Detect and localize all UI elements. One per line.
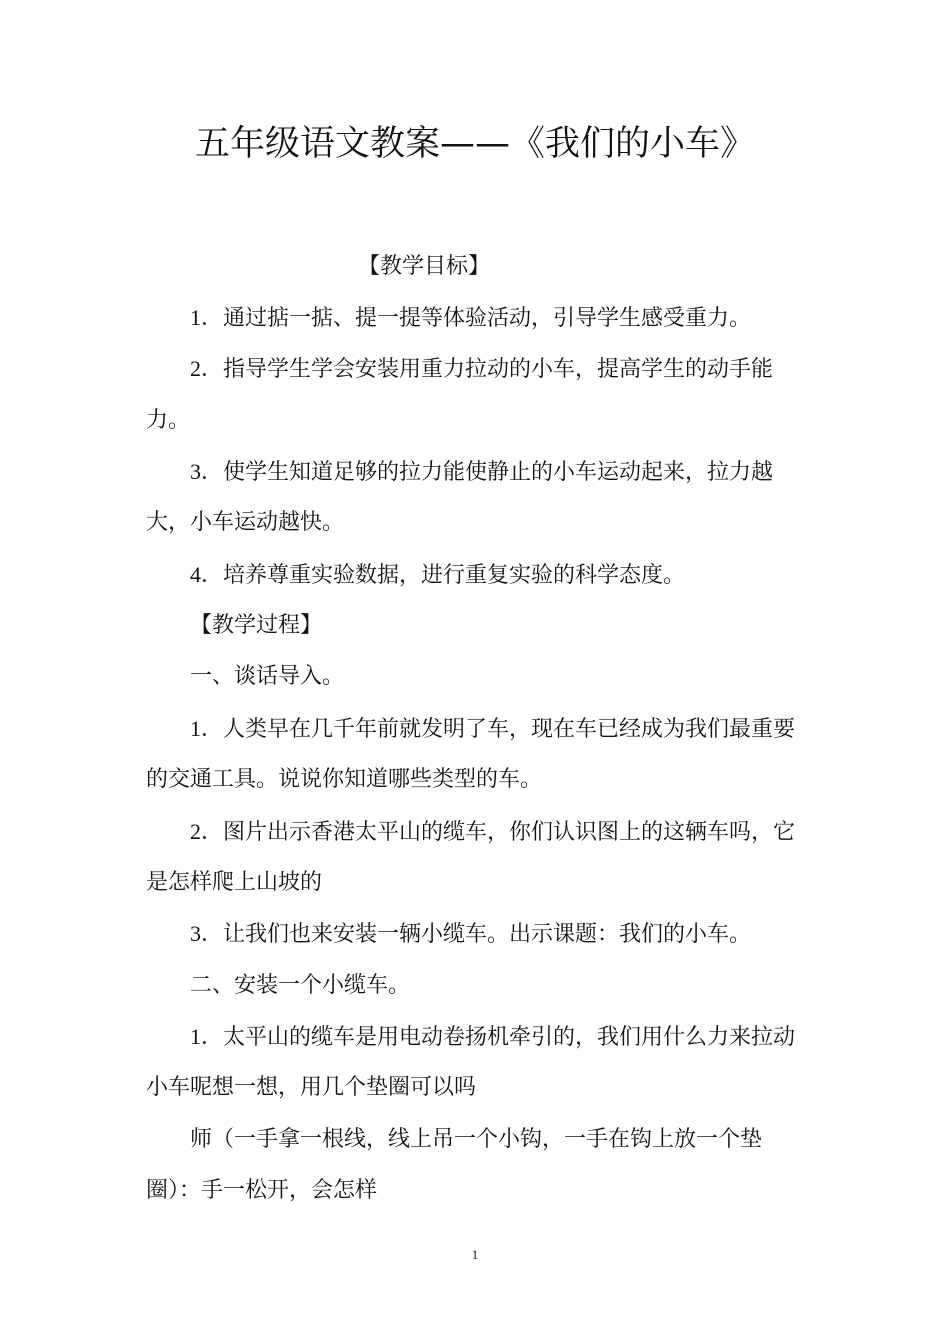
section-heading-teaching-process: 【教学过程】 xyxy=(190,613,323,638)
paragraph-line: 圈）：手一松开，会怎样 xyxy=(146,1178,378,1203)
paragraph-line xyxy=(190,457,773,488)
paragraph-line xyxy=(190,303,751,334)
paragraph-line xyxy=(190,1022,795,1053)
list-number: 2． xyxy=(190,819,224,844)
list-number: 3． xyxy=(190,921,224,946)
line-text: 指导学生学会安装用重力拉动的小车，提高学生的动手能 xyxy=(223,357,774,382)
document-title: 五年级语文教案——《我们的小车》 xyxy=(194,124,755,164)
paragraph-line: 的交通工具。说说你知道哪些类型的车。 xyxy=(146,767,543,792)
paragraph-line xyxy=(190,354,773,385)
page-number: 1 xyxy=(471,1247,479,1262)
section-subheading: 一、谈话导入。 xyxy=(190,664,345,689)
paragraph-line xyxy=(190,560,685,591)
list-number: 1． xyxy=(190,305,224,330)
line-text: 人类早在几千年前就发明了车，现在车已经成为我们最重要 xyxy=(223,717,796,742)
list-number: 2． xyxy=(190,356,224,381)
line-text: 通过掂一掂、提一提等体验活动，引导学生感受重力。 xyxy=(223,306,752,331)
list-number: 4． xyxy=(190,562,224,587)
line-text: 太平山的缆车是用电动卷扬机牵引的，我们用什么力来拉动 xyxy=(223,1025,796,1050)
paragraph-line: 师（一手拿一根线，线上吊一个小钩，一手在钩上放一个垫 xyxy=(190,1127,763,1152)
list-number: 1． xyxy=(190,716,224,741)
paragraph-line xyxy=(190,817,795,848)
list-number: 1． xyxy=(190,1024,224,1049)
paragraph-line xyxy=(190,714,795,745)
section-heading-teaching-goals: 【教学目标】 xyxy=(358,254,491,279)
line-text: 使学生知道足够的拉力能使静止的小车运动起来，拉力越 xyxy=(223,460,774,485)
section-subheading: 二、安装一个小缆车。 xyxy=(190,973,411,998)
paragraph-line: 是怎样爬上山坡的 xyxy=(146,870,323,895)
line-text: 让我们也来安装一辆小缆车。出示课题：我们的小车。 xyxy=(223,922,752,947)
list-number: 3． xyxy=(190,459,224,484)
paragraph-line: 大，小车运动越快。 xyxy=(146,510,345,535)
line-text: 图片出示香港太平山的缆车，你们认识图上的这辆车吗，它 xyxy=(223,820,796,845)
line-text: 培养尊重实验数据，进行重复实验的科学态度。 xyxy=(223,563,686,588)
paragraph-line xyxy=(190,919,751,950)
paragraph-line: 力。 xyxy=(146,408,191,433)
paragraph-line: 小车呢想一想，用几个垫圈可以吗 xyxy=(146,1075,477,1100)
